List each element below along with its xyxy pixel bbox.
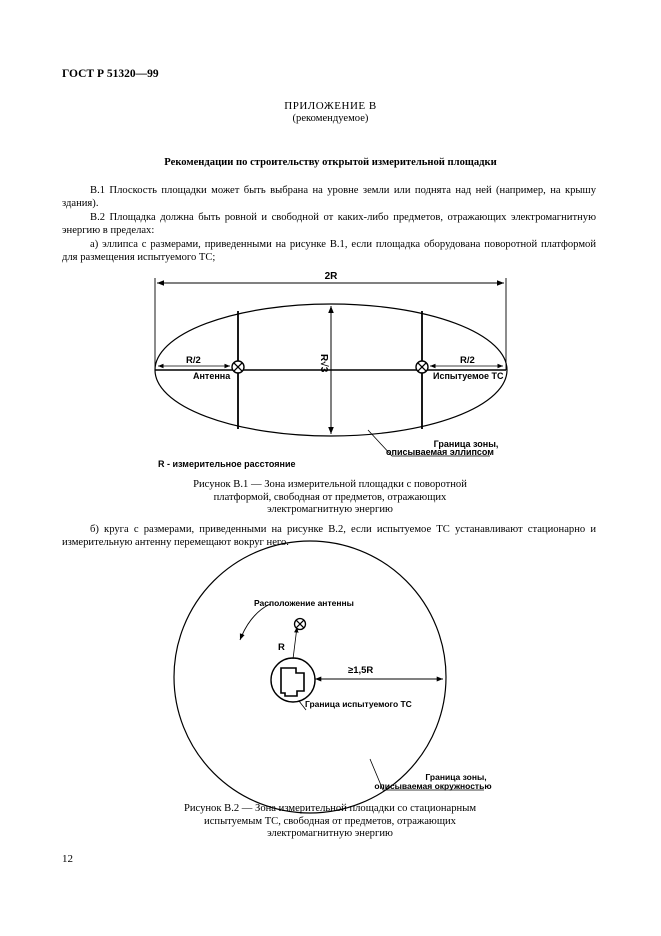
figure-1-caption-line3: электромагнитную энергию [267, 504, 393, 516]
figure-1-caption [130, 479, 530, 517]
list-item-b: б) круга с размерами, приведенными на рисунке В.2, если испытуемое ТС устанавливают стационарно и измерительную антенну перемещают вокруг него. [62, 524, 596, 549]
figure-1-caption-line2: платформой, свободная от предметов, отражающих [213, 491, 447, 503]
list-item-a: а) эллипса с размерами, приведенными на рисунке В.1, если площадка оборудована поворотной платформой для размещения испытуемого ТС; [62, 239, 596, 264]
label-eut: Испытуемое ТС [433, 371, 504, 381]
eut-shape [281, 668, 304, 696]
label-antenna-position: Расположение антенны [254, 598, 354, 608]
label-2r: 2R [324, 271, 338, 282]
annex-status: (рекомендуемое) [292, 113, 369, 124]
legend-r: R - измерительное расстояние [158, 459, 296, 469]
label-zone-boundary-2: описываемая окружностью [374, 781, 492, 791]
label-r-sqrt3: R√3 [318, 354, 329, 373]
label-antenna: Антенна [193, 371, 231, 381]
antenna-symbol [232, 361, 244, 373]
antenna-position-symbol [295, 619, 306, 630]
document-number: ГОСТ Р 51320—99 [62, 68, 159, 80]
label-r: R [278, 642, 285, 653]
label-eut-boundary: Граница испытуемого ТС [305, 699, 412, 709]
figure-2-caption-line3: электромагнитную энергию [267, 828, 393, 840]
rotation-arc [240, 604, 270, 640]
figure-2-caption [130, 803, 530, 841]
label-r2-left: R/2 [186, 355, 201, 366]
section-heading: Рекомендации по строительству открытой измерительной площадки [164, 157, 497, 168]
figure-1-caption-line1: Рисунок В.1 — Зона измерительной площадки с поворотной [193, 479, 467, 490]
page-number: 12 [62, 853, 73, 865]
label-boundary-1: Граница зоны, [433, 439, 499, 449]
label-zone-boundary-1: Граница зоны, [425, 772, 487, 782]
paragraph-b1: В.1 Плоскость площадки может быть выбрана на уровне земли или поднята над ней (например, на крышу здания). [62, 185, 596, 210]
radius-r-line [293, 627, 297, 659]
label-boundary-2: описываемая эллипсом [386, 447, 494, 457]
paragraph-b2: В.2 Площадка должна быть ровной и свободной от каких-либо предметов, отражающих электромагнитную энергию в пределах: [62, 212, 596, 237]
figure-2-caption-line2: испытуемым ТС, свободная от предметов, отражающих [204, 815, 456, 827]
annex-title: ПРИЛОЖЕНИЕ В [284, 100, 377, 112]
eut-symbol [416, 361, 428, 373]
label-r2-right: R/2 [460, 355, 475, 366]
label-ge-1-5r: ≥1,5R [348, 665, 374, 676]
zone-boundary-circle [174, 541, 446, 813]
figure-2-caption-line1: Рисунок В.2 — Зона измерительной площадки со стационарным [183, 803, 477, 814]
